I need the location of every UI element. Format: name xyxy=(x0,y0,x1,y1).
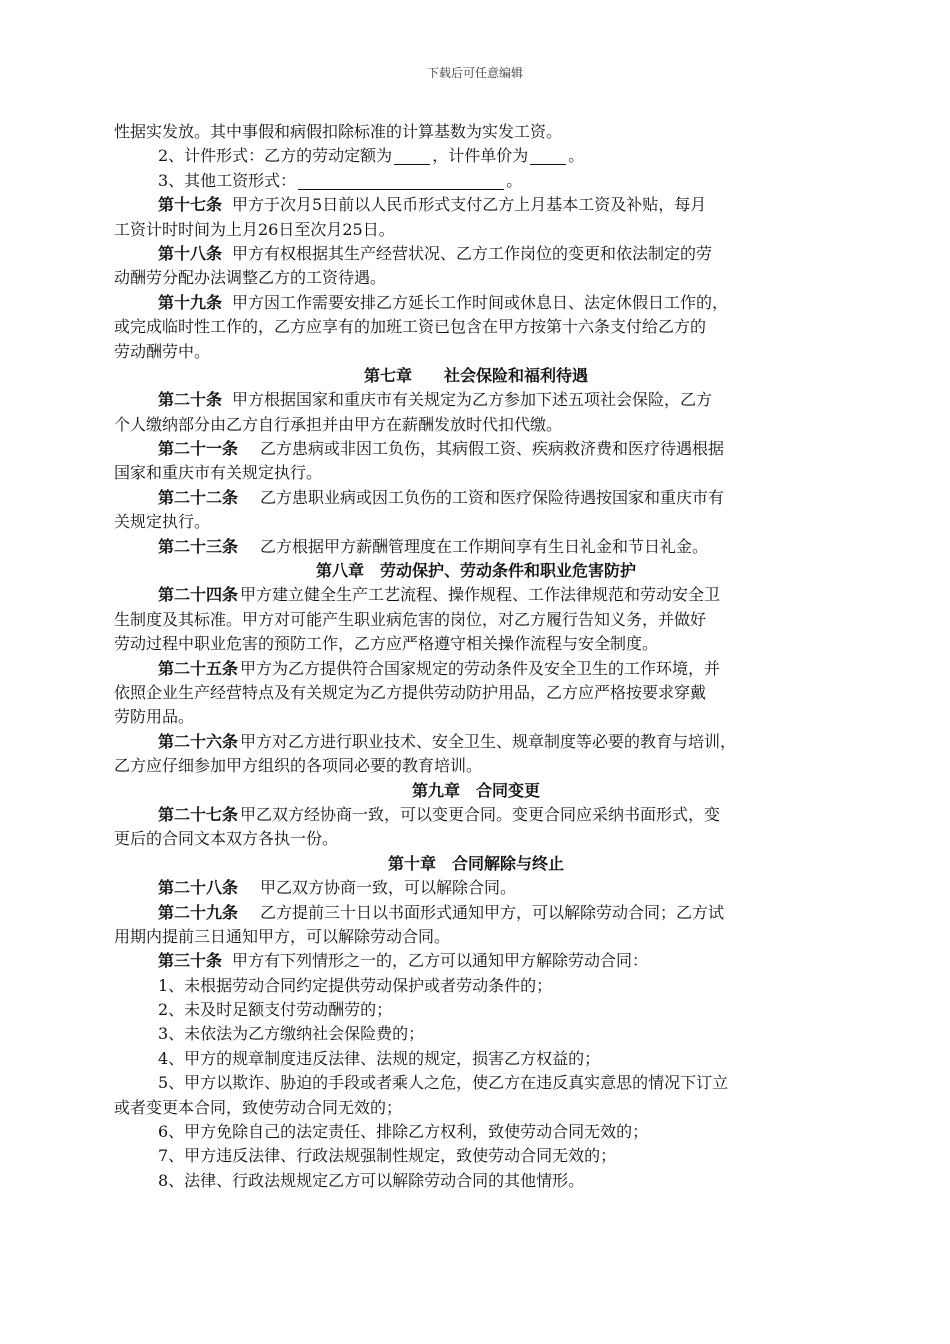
text-line: 劳防用品。 xyxy=(114,707,195,727)
article-text: 甲方对乙方进行职业技术、安全卫生、规章制度等必要的教育与培训， xyxy=(240,731,737,751)
article-text: 乙方根据甲方薪酬管理度在工作期间享有生日礼金和节日礼金。 xyxy=(260,536,709,556)
article-number: 第二十八条 xyxy=(158,878,239,898)
article-text: 乙方患病或非因工负伤，其病假工资、疾病救济费和医疗待遇根据 xyxy=(260,439,725,459)
page-header: 下载后可任意编辑 xyxy=(426,66,523,80)
list-item: 7、甲方违反法律、行政法规强制性规定，致使劳动合同无效的； xyxy=(158,1146,617,1166)
text-line: 或者变更本合同，致使劳动合同无效的； xyxy=(114,1097,403,1117)
list-item: 3、未依法为乙方缴纳社会保险费的； xyxy=(158,1024,425,1044)
article-23 xyxy=(114,535,838,559)
article-28 xyxy=(114,876,838,900)
article-text: 甲方建立健全生产工艺流程、操作规程、工作法律规范和劳动安全卫 xyxy=(240,585,721,605)
article-25 xyxy=(114,657,838,681)
list-item: 2、未及时足额支付劳动酬劳的； xyxy=(158,1000,393,1020)
article-text: 甲方因工作需要安排乙方延长工作时间或休息日、法定休假日工作的， xyxy=(232,292,729,312)
text-line: 劳动过程中职业危害的预防工作，乙方应严格遵守相关操作流程与安全制度。 xyxy=(114,634,659,654)
text-span: 3、其他工资形式： xyxy=(158,170,297,190)
article-26 xyxy=(114,730,838,754)
list-item: 5、甲方以欺诈、胁迫的手段或者乘人之危，使乙方在违反真实意思的情况下订立 xyxy=(158,1073,729,1093)
chapter-8-heading: 第八章 劳动保护、劳动条件和职业危害防护 xyxy=(315,561,636,581)
text-line: 国家和重庆市有关规定执行。 xyxy=(114,463,323,483)
article-30 xyxy=(114,949,838,973)
article-number: 第二十二条 xyxy=(158,487,239,507)
document-body xyxy=(114,120,838,1193)
article-number: 第二十一条 xyxy=(158,439,239,459)
list-item: 8、法律、行政法规规定乙方可以解除劳动合同的其他情形。 xyxy=(158,1170,585,1190)
article-number: 第二十九条 xyxy=(158,902,239,922)
text-line: 用期内提前三日通知甲方，可以解除劳动合同。 xyxy=(114,926,451,946)
article-text: 甲乙双方经协商一致，可以变更合同。变更合同应采纳书面形式，变 xyxy=(240,804,721,824)
text-line: 个人缴纳部分由乙方自行承担并由甲方在薪酬发放时代扣代缴。 xyxy=(114,414,563,434)
article-number: 第二十条 xyxy=(158,390,223,410)
article-text: 乙方提前三十日以书面形式通知甲方，可以解除劳动合同；乙方试 xyxy=(260,902,725,922)
article-number: 第十九条 xyxy=(158,292,223,312)
list-item: 4、甲方的规章制度违反法律、法规的规定，损害乙方权益的； xyxy=(158,1048,601,1068)
article-number: 第二十三条 xyxy=(158,536,239,556)
text-line: 性据实发放。其中事假和病假扣除标准的计算基数为实发工资。 xyxy=(114,122,563,141)
chapter-7-heading: 第七章 社会保险和福利待遇 xyxy=(363,365,588,385)
article-29 xyxy=(114,901,838,925)
list-item: 6、甲方免除自己的法定责任、排除乙方权利，致使劳动合同无效的； xyxy=(158,1122,649,1142)
article-27 xyxy=(114,803,838,827)
article-number: 第三十条 xyxy=(158,951,223,971)
article-18 xyxy=(114,242,838,266)
other-wage-line xyxy=(114,169,838,193)
list-item: 1、未根据劳动合同约定提供劳动保护或者劳动条件的； xyxy=(158,975,553,995)
blank-field xyxy=(530,147,566,165)
article-number: 第二十四条 xyxy=(158,585,239,605)
article-number: 第二十六条 xyxy=(158,731,239,751)
article-19 xyxy=(114,291,838,315)
article-number: 第十七条 xyxy=(158,195,223,215)
article-17 xyxy=(114,193,838,217)
text-span: 。 xyxy=(568,146,585,166)
text-line: 关规定执行。 xyxy=(114,512,211,532)
chapter-10-heading: 第十章 合同解除与终止 xyxy=(387,853,564,873)
piecework-line xyxy=(114,144,838,168)
article-text: 甲方为乙方提供符合国家规定的劳动条件及安全卫生的工作环境，并 xyxy=(240,658,721,678)
chapter-9-heading: 第九章 合同变更 xyxy=(411,780,540,800)
article-text: 甲方有下列情形之一的，乙方可以通知甲方解除劳动合同： xyxy=(232,951,649,971)
article-number: 第二十七条 xyxy=(158,804,239,824)
text-span: 。 xyxy=(506,170,523,190)
article-number: 第十八条 xyxy=(158,243,223,263)
article-text: 乙方患职业病或因工负伤的工资和医疗保险待遇按国家和重庆市有 xyxy=(260,487,725,507)
article-20 xyxy=(114,388,838,412)
text-line: 动酬劳分配办法调整乙方的工资待遇。 xyxy=(114,268,387,288)
article-21 xyxy=(114,437,838,461)
article-number: 第二十五条 xyxy=(158,658,239,678)
text-line: 依照企业生产经营特点及有关规定为乙方提供劳动防护用品，乙方应严格按要求穿戴 xyxy=(114,682,707,702)
text-line: 更后的合同文本双方各执一份。 xyxy=(114,829,339,849)
text-span: ，计件单价为 xyxy=(432,146,529,166)
article-text: 甲方有权根据其生产经营状况、乙方工作岗位的变更和依法制定的劳 xyxy=(232,243,713,263)
text-line: 工资计时时间为上月26日至次月25日。 xyxy=(114,219,395,239)
text-span: 2、计件形式：乙方的劳动定额为 xyxy=(158,146,393,166)
article-text: 甲方于次月5日前以人民币形式支付乙方上月基本工资及补贴，每月 xyxy=(232,195,707,215)
text-line: 劳动酬劳中。 xyxy=(114,341,211,361)
blank-field xyxy=(394,147,430,165)
text-line: 乙方应仔细参加甲方组织的各项同必要的教育培训。 xyxy=(114,756,483,776)
article-text: 甲方根据国家和重庆市有关规定为乙方参加下述五项社会保险，乙方 xyxy=(232,390,713,410)
text-line: 生制度及其标准。甲方对可能产生职业病危害的岗位，对乙方履行告知义务，并做好 xyxy=(114,609,707,629)
article-text: 甲乙双方协商一致，可以解除合同。 xyxy=(260,878,517,898)
text-line: 或完成临时性工作的，乙方应享有的加班工资已包含在甲方按第十六条支付给乙方的 xyxy=(114,317,707,337)
blank-field xyxy=(298,172,504,190)
article-22 xyxy=(114,486,838,510)
article-24 xyxy=(114,583,838,607)
